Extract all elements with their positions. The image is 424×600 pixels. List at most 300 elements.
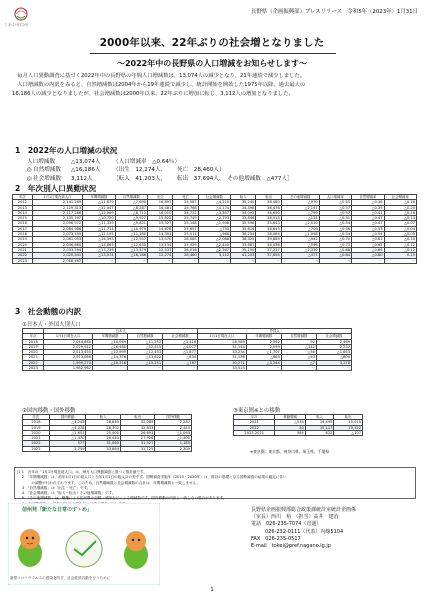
- table-cell: △0.47: [352, 216, 384, 221]
- stat-detail: 死亡 28,460人）: [177, 167, 225, 174]
- table-cell: 14,678: [148, 226, 173, 231]
- contact-dept: 長野県企画振興部総合政策課統計室統計企画係: [251, 507, 357, 513]
- table-cell: 2,018,467: [32, 258, 82, 263]
- table-cell: 28,460: [173, 253, 198, 258]
- table-cell: △0.20: [384, 205, 417, 210]
- table-cell: 15,015: [334, 420, 363, 425]
- table-row: [13, 258, 417, 263]
- table-cell: △2,330: [281, 247, 319, 252]
- table-cell: △0.57: [319, 205, 351, 210]
- table-cell: 26,693: [120, 430, 154, 435]
- table-cell: △2,010: [281, 221, 319, 226]
- table-cell: △970: [281, 200, 319, 205]
- table-cell: △477: [281, 253, 319, 258]
- table-cell: △4,210: [198, 200, 230, 205]
- table-cell: 34,498: [231, 205, 256, 210]
- table-cell: 3,278: [316, 360, 351, 365]
- table-cell: 35,616: [231, 226, 256, 231]
- tokyo-area-note: ※東京圏：東京都、神奈川県、埼玉県、千葉県: [250, 449, 330, 454]
- table-cell: 37,217: [256, 247, 281, 252]
- table-cell: △706: [281, 226, 319, 231]
- table-cell: △1,470: [49, 436, 86, 441]
- table-cell: 2,033,594: [32, 247, 82, 252]
- table-cell: 92: [281, 339, 316, 344]
- table-cell: △0.54: [319, 232, 351, 237]
- table-cell: △1,098: [281, 232, 319, 237]
- table-cell: △1,653: [49, 430, 86, 435]
- table-cell: △4,077: [163, 344, 198, 349]
- table-cell: 2019: [23, 344, 44, 349]
- table-cell: 16,481: [148, 205, 173, 210]
- table-cell: 2016: [13, 221, 33, 226]
- table-cell: 31,527: [120, 441, 154, 446]
- col-header: 社会増減率: [384, 195, 417, 200]
- table-cell: △1,063: [155, 430, 192, 435]
- domestic-abroad-body: [23, 420, 192, 452]
- table-cell: －: [256, 258, 281, 263]
- japanese-foreign-table: [22, 328, 352, 371]
- table-cell: 2,117,266: [32, 210, 82, 215]
- table-cell: －: [115, 258, 147, 263]
- banner-title: 信州発「新たな日常のすゝめ」: [22, 507, 93, 513]
- table-cell: △142: [281, 344, 316, 349]
- table-cell: △0.53: [352, 226, 384, 231]
- col-header: 自然増減数: [115, 195, 147, 200]
- table-cell: 37,694: [256, 253, 281, 258]
- table-cell: 31,136: [198, 355, 247, 360]
- table-row: [23, 446, 192, 451]
- table-cell: 15,117: [305, 425, 334, 430]
- table-cell: 2018: [13, 232, 33, 237]
- badge-icon: [66, 531, 102, 567]
- table-cell: 15,327: [148, 221, 173, 226]
- col-header: 国外移動: [155, 415, 192, 420]
- table-cell: －: [316, 366, 351, 371]
- table-cell: 2,061,053: [32, 237, 82, 242]
- table-cell: 2,443: [155, 425, 192, 430]
- table-cell: 2022: [23, 446, 50, 451]
- table-cell: 1,982,962: [44, 366, 93, 371]
- table-cell: 2012: [13, 200, 33, 205]
- table-cell: △1,400: [155, 436, 192, 441]
- note-line: 2 「年間増減数」は、前年1月1日の総人口と当年1月1日の総人口の差です。国勢調査実施年（2015・2020年）は、推計の基礎となる国勢調査の結果の確定に伴い: [17, 475, 287, 480]
- table-cell: －: [281, 366, 316, 371]
- table-cell: 12,537: [148, 247, 173, 252]
- col-header: 年次: [13, 195, 33, 200]
- col-header: 死亡: [173, 195, 198, 200]
- table-cell: －: [281, 258, 319, 263]
- contact-email[interactable]: E-mail tokei@pref.nagano.lg.jp: [251, 543, 331, 550]
- table-cell: －: [173, 258, 198, 263]
- table-cell: △15,251: [128, 360, 163, 365]
- table-cell: 41,203: [231, 253, 256, 258]
- table-cell: 38,254: [231, 232, 256, 237]
- table-cell: △535: [275, 420, 305, 425]
- table-cell: 2,044,680: [44, 339, 93, 344]
- col-header: 自然増減数: [281, 334, 316, 339]
- table-cell: 31,144: [198, 344, 247, 349]
- subsection-c-heading: ③東京圏※との移動: [233, 408, 281, 414]
- col-header: 1月1日現在人口: [44, 334, 93, 339]
- table-cell: △8,712: [115, 210, 147, 215]
- table-cell: △11,160: [115, 232, 147, 237]
- table-cell: △0.47: [352, 221, 384, 226]
- section2-heading: 2 年次別人口異動状況: [15, 184, 97, 193]
- section3-heading: 3 社会動態の内訳: [15, 307, 82, 316]
- table-cell: 2018: [23, 339, 44, 344]
- table-cell: 0.15: [384, 253, 417, 258]
- table-cell: △7: [281, 360, 316, 365]
- table-cell: 2013: [13, 205, 33, 210]
- table-cell: △124: [281, 216, 319, 221]
- release-line: 長野県（企画振興部）プレスリリース 令和5年（2023年）1月31日: [251, 9, 418, 15]
- table-cell: 14,495: [305, 420, 334, 425]
- table-cell: △942: [281, 237, 319, 242]
- table-cell: 2017: [13, 226, 33, 231]
- table-cell: △1,877: [163, 350, 198, 355]
- table-cell: △0.51: [319, 216, 351, 221]
- col-header: 1月1日現在総人口: [32, 195, 82, 200]
- table-cell: 13,134: [148, 242, 173, 247]
- table-cell: △16,186: [115, 253, 147, 258]
- table-cell: 24,722: [173, 210, 198, 215]
- table-cell: 36,650: [256, 210, 281, 215]
- table-cell: △56: [281, 350, 316, 355]
- title-divider: [90, 53, 336, 54]
- table-cell: －: [231, 258, 256, 263]
- table-cell: △735: [198, 226, 230, 231]
- table-cell: 2,141,269: [32, 200, 82, 205]
- col-header: 社会増減数: [163, 334, 198, 339]
- table-cell: △12,047: [83, 205, 115, 210]
- contact-tel2: 026-232-0111（代表）内線5104: [265, 528, 344, 535]
- table-cell: 2,096,572: [32, 221, 82, 226]
- table-cell: 2,287: [155, 420, 192, 425]
- table-cell: 36,645: [256, 226, 281, 231]
- table-cell: △0.57: [319, 210, 351, 215]
- table-cell: △9,821: [115, 221, 147, 226]
- table-cell: 26,016: [173, 247, 198, 252]
- table-cell: △0.41: [352, 210, 384, 215]
- note-line: 4 「社会増減数」は「転入－転出＋その他増減数」です。: [17, 491, 116, 496]
- table-cell: △11,339: [83, 221, 115, 226]
- table-cell: 2020: [23, 430, 50, 435]
- table-cell: 2021: [234, 420, 275, 425]
- stat-row-total: [27, 158, 293, 166]
- table-cell: △0.39: [352, 205, 384, 210]
- table-cell: △0.61: [352, 237, 384, 242]
- group-header-japanese: 日本人: [44, 329, 198, 334]
- table-cell: △9,927: [115, 216, 147, 221]
- table-cell: 2022-2021: [234, 430, 275, 435]
- title-block: [0, 34, 424, 49]
- table-cell: △0.13: [384, 216, 417, 221]
- table-cell: △0.56: [319, 226, 351, 231]
- table-cell: △863: [246, 355, 281, 360]
- logo-text: しあわせ信州: [4, 22, 28, 27]
- col-header: 転出: [256, 195, 281, 200]
- table-cell: 14,351: [148, 232, 173, 237]
- col-header: その他増減数: [281, 195, 319, 200]
- table-cell: 38,084: [256, 232, 281, 237]
- table-cell: 35,643: [256, 221, 281, 226]
- table-cell: 2,105,197: [32, 216, 82, 221]
- table-cell: △12,557: [115, 237, 147, 242]
- table-cell: －: [198, 258, 230, 263]
- table-cell: △63: [281, 355, 316, 360]
- table-cell: 2022: [23, 360, 44, 365]
- table-cell: 33,884: [86, 446, 120, 451]
- table-cell: －: [148, 258, 173, 263]
- table-row: [234, 430, 363, 435]
- table-cell: 2,029,912: [44, 344, 93, 349]
- table-cell: △2,367: [198, 247, 230, 252]
- col-header: 国内移動: [49, 415, 86, 420]
- table-cell: △0.68: [319, 247, 351, 252]
- table-cell: 2019: [13, 237, 33, 242]
- table-cell: △2,793: [198, 216, 230, 221]
- table-cell: 2,020,541: [32, 253, 82, 258]
- table-cell: 16,010: [148, 210, 173, 215]
- table-cell: 2,073,159: [32, 232, 82, 237]
- table-cell: △13,479: [115, 247, 147, 252]
- table-cell: －: [352, 258, 384, 263]
- table-cell: －: [163, 366, 198, 371]
- table-cell: △0.12: [384, 242, 417, 247]
- table-cell: 50: [275, 425, 305, 430]
- table-cell: △13,622: [128, 355, 163, 360]
- table-cell: △0.64: [319, 253, 351, 258]
- campaign-banner: [8, 503, 160, 585]
- table-cell: △0.54: [352, 232, 384, 237]
- table-cell: 2,237: [316, 344, 351, 349]
- table-cell: 25,000: [86, 430, 120, 435]
- table-cell: 26,440: [86, 436, 120, 441]
- table-cell: 15,122: [334, 425, 363, 430]
- table-cell: 2,562: [246, 339, 281, 344]
- table-cell: 15,822: [148, 216, 173, 221]
- table-cell: △787: [163, 360, 198, 365]
- table-cell: △0.07: [384, 221, 417, 226]
- domestic-abroad-table: [22, 414, 192, 452]
- table-cell: 30,271: [198, 360, 247, 365]
- table-cell: △12,453: [128, 350, 163, 355]
- table-cell: 2,046,660: [32, 242, 82, 247]
- table-cell: △0.66: [352, 247, 384, 252]
- col-header: 年間増減数: [246, 334, 281, 339]
- table-cell: 33,515: [198, 366, 247, 371]
- page-number: 1: [210, 587, 214, 593]
- table-cell: 2020: [23, 350, 44, 355]
- col-header: 社会増減数: [198, 195, 230, 200]
- table-cell: △0.16: [384, 210, 417, 215]
- mascot-icon: [18, 529, 42, 567]
- table-cell: 25,148: [173, 221, 198, 226]
- table-cell: △13,736: [83, 247, 115, 252]
- contact-fax: FAX 026-235-0517: [251, 535, 301, 542]
- table-cell: 2021: [23, 355, 44, 360]
- table-cell: 2023: [23, 366, 44, 371]
- table-cell: 28,589: [198, 339, 247, 344]
- table-cell: 12,274: [148, 253, 173, 258]
- note-line: 3 「自然増減数」は「出生－死亡」です。: [17, 485, 91, 490]
- table-cell: 28,840: [86, 420, 120, 425]
- table-cell: △0.70: [319, 237, 351, 242]
- table-cell: 24,768: [173, 205, 198, 210]
- col-header: 人口増減率: [319, 195, 351, 200]
- table-cell: △10,720: [83, 216, 115, 221]
- stat-detail: （人口増減率 △0.64％）: [113, 159, 181, 165]
- stat-value: 3,112人: [71, 175, 93, 182]
- table-cell: －: [92, 366, 127, 371]
- table-cell: △12,069: [83, 210, 115, 215]
- table-cell: △2,440: [198, 242, 230, 247]
- table-cell: 33,846: [231, 216, 256, 221]
- table-cell: △966: [198, 232, 230, 237]
- table-cell: △0.55: [319, 200, 351, 205]
- table-cell: △14,865: [83, 242, 115, 247]
- table-cell: 32,089: [120, 420, 154, 425]
- table-cell: 25,511: [173, 232, 198, 237]
- table-cell: 577: [49, 441, 86, 446]
- subtitle: ～2022年中の長野県の人口増減をお知らせします～: [116, 59, 308, 68]
- table-cell: 2,099: [246, 344, 281, 349]
- table-cell: －: [384, 258, 417, 263]
- notes: [17, 470, 411, 507]
- table-cell: 35,596: [231, 221, 256, 226]
- banner-caption: 新型コロナウイルスの感染を防ぎ、社会経済活動を行うために: [10, 576, 111, 580]
- col-header: 1月1日現在人口: [198, 334, 247, 339]
- stat-value: △16,186人: [71, 167, 101, 174]
- table-cell: 2,084,986: [32, 226, 82, 231]
- contact-tel: 電話 026-235-7074（直通）: [251, 521, 322, 528]
- table-cell: △2,088: [198, 237, 230, 242]
- col-header: 移動増減: [275, 415, 305, 420]
- table-cell: 31,125: [120, 446, 154, 451]
- table-cell: 2020: [13, 242, 33, 247]
- table-cell: 28,302: [86, 425, 120, 430]
- table-cell: △10,979: [115, 226, 147, 231]
- stat-label: 社会増減数: [33, 175, 61, 182]
- table-cell: △1,653: [316, 350, 351, 355]
- table-cell: 24,587: [173, 200, 198, 205]
- table-cell: △0.80: [352, 253, 384, 258]
- annual-population-table: [12, 194, 417, 264]
- table-cell: 2,129,313: [32, 205, 82, 210]
- table-cell: △3,357: [198, 210, 230, 215]
- table-cell: 13,570: [148, 237, 173, 242]
- table-cell: △10,316: [92, 360, 127, 365]
- table-cell: －: [128, 366, 163, 371]
- tokyo-area-body: [234, 420, 363, 436]
- mascot-icon: [124, 531, 148, 569]
- col-header: 転入: [305, 415, 334, 420]
- table-cell: 2,469: [316, 339, 351, 344]
- table-cell: 622: [305, 430, 334, 435]
- lead-line: 人口増減数の内訳をみると、自然増減数は2004年から19年連続で減少し、統計開始を開始した1975年以降、過去最大の: [12, 82, 306, 88]
- stat-row-social: [27, 175, 293, 183]
- col-header: 自然増減数: [128, 334, 163, 339]
- lead-paragraph: [12, 72, 414, 99]
- table-row: [23, 366, 352, 371]
- table-cell: △0.20: [384, 200, 417, 205]
- table-cell: △4,078: [49, 425, 86, 430]
- subsection-b-heading: ②国内移動・国外移動: [22, 408, 76, 414]
- contact-manager: （室長）西川 裕 （担当）高井 建治: [251, 514, 339, 521]
- table-cell: 26,085: [173, 237, 198, 242]
- table-cell: 33,687: [231, 242, 256, 247]
- bullet-icon: ◎: [27, 175, 32, 182]
- japanese-foreign-body: [23, 339, 352, 371]
- table-cell: △12,999: [92, 350, 127, 355]
- table-cell: △0.36: [352, 200, 384, 205]
- table-cell: △596: [281, 242, 319, 247]
- table-cell: 36,515: [256, 216, 281, 221]
- col-header: 年間増減数: [83, 195, 115, 200]
- table-cell: △11,252: [128, 339, 163, 344]
- table-cell: 33,234: [198, 350, 247, 355]
- stat-label: 自然増減数: [33, 167, 61, 174]
- table-cell: △4,174: [198, 205, 230, 210]
- table-cell: △11,105: [83, 232, 115, 237]
- table-cell: 27,926: [120, 436, 154, 441]
- table-cell: △8,287: [115, 205, 147, 210]
- table-cell: 32,833: [120, 425, 154, 430]
- table-cell: 1,999,270: [44, 360, 93, 365]
- stat-value: △13,074人: [71, 159, 101, 165]
- annual-table-body: [13, 200, 417, 264]
- table-cell: 2021: [23, 436, 50, 441]
- col-header: 転出: [120, 415, 154, 420]
- col-header: 年次: [23, 415, 50, 420]
- table-cell: △11,714: [83, 226, 115, 231]
- col-header: 出生: [148, 195, 173, 200]
- table-cell: △0.73: [319, 242, 351, 247]
- table-cell: △1,508: [198, 221, 230, 226]
- note-line: の調整が行われております。このため、自然増減数と社会増減数の合計は、年間増減数と一致しません。: [17, 480, 201, 485]
- col-header: 社会増減数: [316, 334, 351, 339]
- table-cell: 34,092: [231, 210, 256, 215]
- col-header: 年次: [23, 334, 44, 339]
- table-cell: 2019: [23, 425, 50, 430]
- table-cell: －: [246, 366, 281, 371]
- table-cell: △16,485: [92, 344, 127, 349]
- table-cell: △800: [316, 355, 351, 360]
- table-cell: －: [319, 258, 351, 263]
- col-header: 年間増減数: [92, 334, 127, 339]
- contact-block: [251, 507, 417, 550]
- col-header: 年次: [234, 415, 275, 420]
- table-cell: 3,112: [198, 253, 230, 258]
- table-cell: △0.05: [384, 232, 417, 237]
- col-header: 自然増減率: [352, 195, 384, 200]
- table-cell: △7,690: [115, 200, 147, 205]
- table-cell: △799: [281, 210, 319, 215]
- table-cell: 35,150: [231, 247, 256, 252]
- table-cell: 2,013,066: [44, 355, 93, 360]
- col-header: 転出: [334, 415, 363, 420]
- table-cell: △3,416: [163, 339, 198, 344]
- main-title: 2000年以来、22年ぶりの社会増となりました: [99, 37, 325, 49]
- stat-label: 人口増減数: [27, 159, 55, 165]
- table-cell: △1,707: [246, 350, 281, 355]
- table-cell: △0.12: [384, 247, 417, 252]
- table-cell: △14,393: [83, 237, 115, 242]
- subtitle-wrap: [0, 56, 424, 69]
- table-cell: 585: [275, 430, 305, 435]
- table-cell: 1,185: [155, 441, 192, 446]
- table-cell: 25,657: [173, 226, 198, 231]
